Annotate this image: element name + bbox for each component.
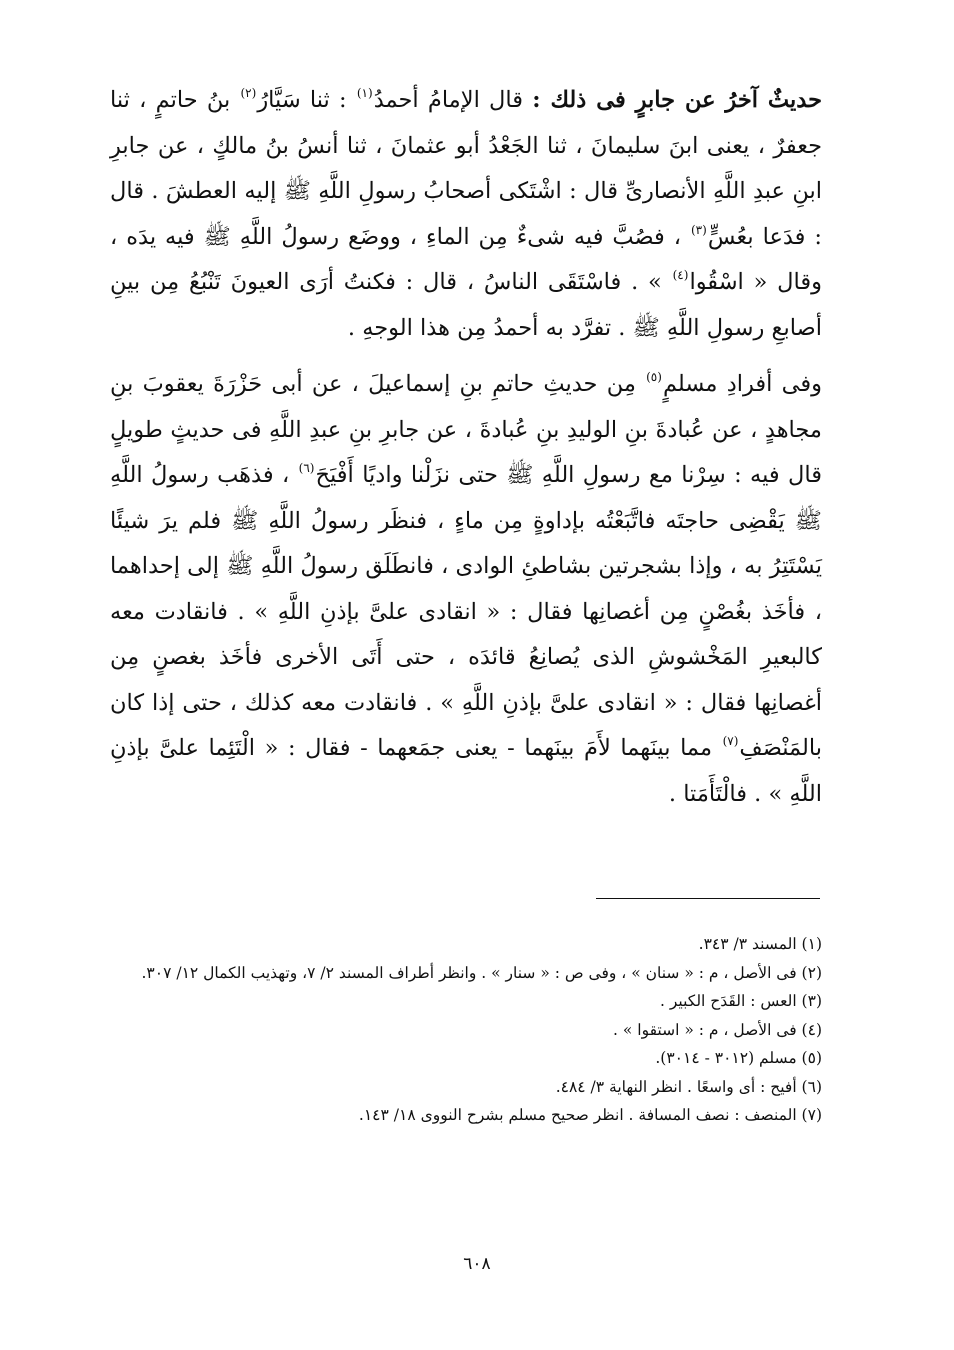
paragraph-text: بنُ حاتمٍ ، ثنا جعفرٌ ، يعنى ابنَ سليمانَ ، ثنا الجَعْدُ أبو عثمانَ ، ثنا أنسُ بنُ مالكٍ ، عن جابرِ ابنِ عبدِ اللَّهِ الأنصارىِّ قال : اشْتَكى أصحابُ رسولِ اللَّهِ ﷺ إليه العطشَ . قال : فدَعا بعُسٍّ (110, 87, 822, 250)
footnote-divider (596, 898, 820, 899)
footnote-5: (٥) مسلم (٣٠١٢ - ٣٠١٤). (655, 1049, 822, 1067)
paragraph-text: مِن حديثِ حاتمِ بنِ إسماعيلَ ، عن أبى حَزْرَةَ يعقوبَ بنِ مجاهدٍ ، عن عُبادةَ بنِ الوليدِ بنِ عُبادةَ ، عن جابرِ بنِ عبدِ اللَّهِ فى حديثٍ طويلٍ قال فيه : سِرْنا مع رسولِ اللَّهِ ﷺ حتى نزَلْنا واديًا أَفْيَحَ (110, 371, 822, 488)
footnote-4: (٤) فى الأصل ، م : « استقوا » . (613, 1020, 822, 1039)
footnote-3: (٣) العس : القَدَح الكبير . (660, 992, 822, 1010)
paragraph-text: ، فذهَب رسولُ اللَّهِ ﷺ يَقْضِى حاجتَه فاتَّبَعْتُه بإداوةٍ مِن ماءٍ ، فنظَر رسولُ اللَّهِ ﷺ فلم يرَ شيئًا يَسْتَتِرُ به ، وإذا بشجرتين بشاطئِ الوادى ، فانطَلَق رسولُ اللَّهِ ﷺ إلى إحداهما ، فأخَذ بغُصْنٍ مِن أغصانِها فقال : « انقادى علىَّ بإذنِ اللَّهِ » . فانقادت معه كالبعيرِ المَخْشوشِ الذى يُصانِعُ قائدَه ، حتى أَتَى الأخرى فأخَذ بغصنٍ مِن أغصانِها فقال : « انقادى علىَّ بإذنِ اللَّهِ » . فانقادت معه كذلك ، حتى إذا كان بالمَنْصَفِ (110, 462, 822, 761)
footnote-ref[interactable]: (٤) (672, 268, 689, 282)
footnotes (110, 930, 822, 1130)
footnote-2: (٢) فى الأصل ، م : « سنان » ، وفى ص : « سنار » . وانظر أطراف المسند ٢/ ٧، وتهذيب الكمال ١٢/ ٣٠٧. (141, 963, 822, 982)
paragraph-text: مما بينَهما لأَمَ بينَهما - يعنى جمَعهما - فقال : « الْتَئِما علىَّ بإذنِ اللَّهِ » . فالْتَأَمَتا . (110, 735, 822, 807)
paragraph-text: وفى أفرادِ مسلمٍ (662, 371, 823, 397)
main-text (110, 78, 822, 817)
page-number: ٦٠٨ (463, 1254, 491, 1274)
footnote-ref[interactable]: (٢) (240, 86, 257, 100)
footnote-6: (٦) أفيح : أى واسعًا . انظر النهاية ٣/ ٤٨٤. (555, 1077, 822, 1096)
paragraph-text: ، فصُبَّ فيه شىءٌ مِن الماءِ ، ووضَع رسولُ اللَّهِ ﷺ فيه يدَه ، وقال « اسْقُوا (110, 223, 822, 295)
paragraph-text: » . فاسْتَقَى الناسُ ، قال : فكنتُ أرَى العيونَ تَنْبُعُ مِن بينِ أصابعِ رسولِ اللَّهِ ﷺ . تفرَّد به أحمدُ مِن هذا الوجهِ . (110, 269, 822, 341)
footnote-ref[interactable]: (٣) (690, 222, 707, 237)
footnote-1: (١) المسند ٣/ ٣٤٣. (698, 935, 822, 953)
footnote-ref[interactable]: (٧) (722, 734, 739, 748)
footnote-ref[interactable]: (٥) (646, 370, 662, 384)
paragraph-2 (110, 362, 822, 817)
footnote-ref[interactable]: (٦) (298, 461, 315, 475)
paragraph-1 (110, 78, 822, 351)
footnote-7: (٧) المنصف : نصف المسافة . انظر صحيح مسلم بشرح النووى ١٨/ ١٤٣. (358, 1106, 822, 1124)
footnote-ref[interactable]: (١) (356, 86, 373, 100)
section-heading: حديثٌ آخرُ عن جابرٍ فى ذلك : (532, 87, 822, 113)
paragraph-text: : ثنا سَيَّارُ (257, 87, 356, 113)
paragraph-text: قال الإمامُ أحمدُ (373, 87, 533, 113)
